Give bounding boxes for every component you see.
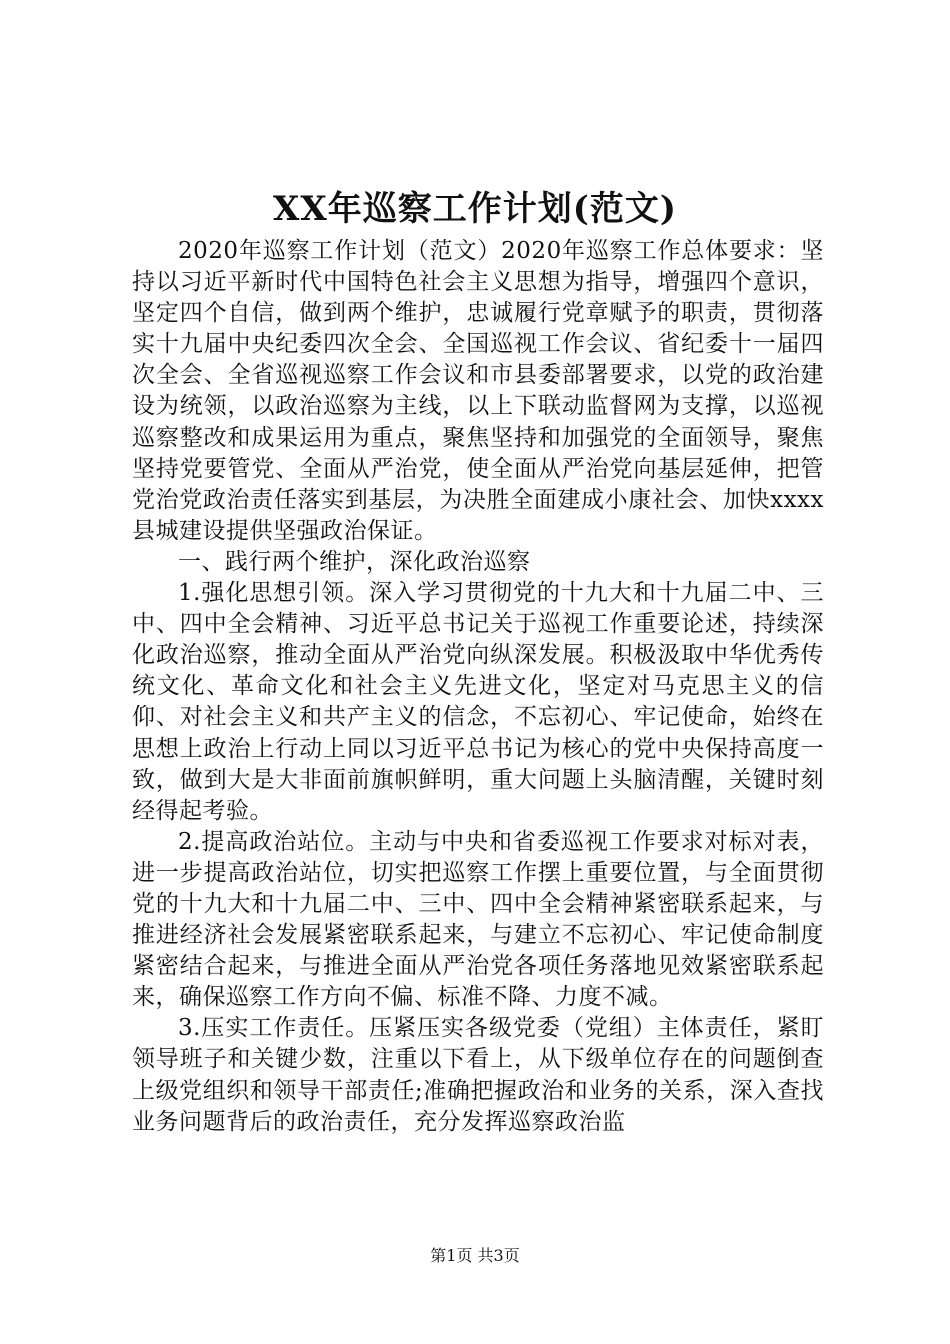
section-heading-1: 一、践行两个维护，深化政治巡察: [178, 548, 531, 575]
document-body: [132, 236, 824, 1138]
page-footer: 第1页 共3页: [430, 1246, 520, 1265]
paragraph-item-3: 3.压实工作责任。压紧压实各级党委（党组）主体责任，紧盯领导班子和关键少数，注重以下看上，从下级单位存在的问题倒查上级党组织和领导干部责任;准确把握政治和业务的关系，深入查找业务问题背后的政治责任，充分发挥巡察政治监: [132, 1015, 824, 1135]
paragraph-item-1: 1.强化思想引领。深入学习贯彻党的十九大和十九届二中、三中、四中全会精神、习近平总书记关于巡视工作重要论述，持续深化政治巡察，推动全面从严治党向纵深发展。积极汲取中华优秀传统文化、革命文化和社会主义先进文化，坚定对马克思主义的信仰、对社会主义和共产主义的信念，不忘初心、牢记使命，始终在思想上政治上行动上同以习近平总书记为核心的党中央保持高度一致，做到大是大非面前旗帜鲜明，重大问题上头脑清醒，关键时刻经得起考验。: [132, 580, 824, 824]
paragraph-intro: 2020年巡察工作计划（范文）2020年巡察工作总体要求：坚持以习近平新时代中国特色社会主义思想为指导，增强四个意识，坚定四个自信，做到两个维护，忠诚履行党章赋予的职责，贯彻落实十九届中央纪委四次全会、全国巡视工作会议、省纪委十一届四次全会、全省巡视巡察工作会议和市县委部署要求，以党的政治建设为统领，以政治巡察为主线，以上下联动监督网为支撑，以巡视巡察整改和成果运用为重点，聚焦坚持和加强党的全面领导，聚焦坚持党要管党、全面从严治党，使全面从严治党向基层延伸，把管党治党政治责任落实到基层，为决胜全面建成小康社会、加快xxxx县城建设提供坚强政治保证。: [132, 238, 824, 544]
document-title: XX年巡察工作计划(范文): [273, 189, 677, 229]
paragraph-item-2: 2.提高政治站位。主动与中央和省委巡视工作要求对标对表，进一步提高政治站位，切实把巡察工作摆上重要位置，与全面贯彻党的十九大和十九届二中、三中、四中全会精神紧密联系起来，与推进经济社会发展紧密联系起来，与建立不忘初心、牢记使命制度紧密结合起来，与推进全面从严治党各项任务落地见效紧密联系起来，确保巡察工作方向不偏、标准不降、力度不减。: [132, 828, 824, 1011]
